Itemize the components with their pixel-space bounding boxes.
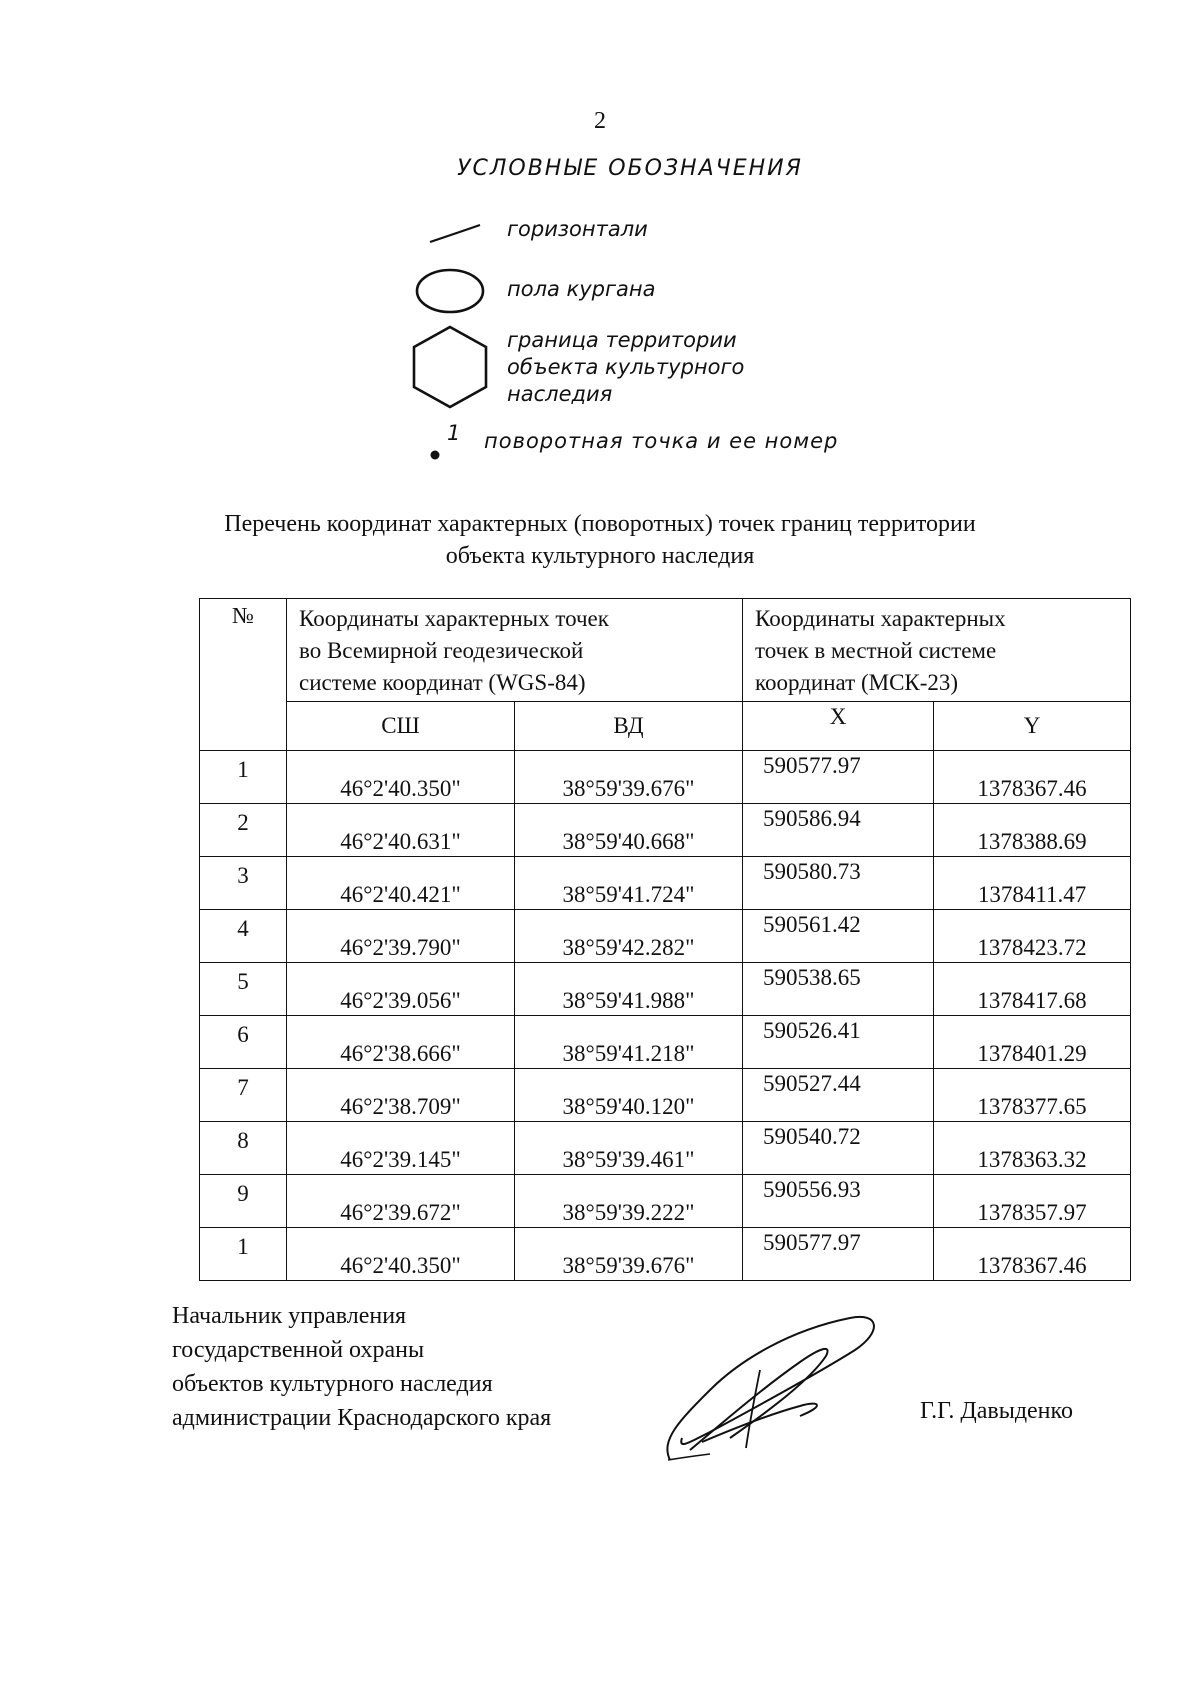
table-row [200, 1122, 1131, 1175]
cell-lat: 46°2'38.666" [287, 1016, 515, 1069]
table-row [200, 1228, 1131, 1281]
cell-num: 3 [200, 857, 287, 910]
signer-position [172, 1299, 551, 1435]
header-wgs-group: Координаты характерных точек во Всемирной геодезической системе координат (WGS-84) [287, 599, 743, 702]
cell-num: 9 [200, 1175, 287, 1228]
cell-lat: 46°2'39.056" [287, 963, 515, 1016]
turning-point-icon [428, 448, 442, 462]
cell-lon: 38°59'40.120" [515, 1069, 743, 1122]
cell-y: 1378401.29 [934, 1016, 1131, 1069]
cell-y: 1378363.32 [934, 1122, 1131, 1175]
contour-line-icon [428, 222, 482, 246]
turning-point-number: 1 [447, 421, 461, 445]
cell-num: 7 [200, 1069, 287, 1122]
coordinates-heading-line1: Перечень координат характерных (поворотных) точек границ территории [224, 511, 976, 537]
legend-label-ellipse: пола кургана [507, 277, 656, 301]
legend-label-contour: горизонтали [507, 217, 648, 241]
cell-x: 590586.94 [743, 804, 934, 857]
table-row [200, 1069, 1131, 1122]
cell-lon: 38°59'39.676" [515, 751, 743, 804]
legend-label-hexagon: граница территории объекта культурного наследия [507, 328, 745, 406]
cell-lon: 38°59'39.461" [515, 1122, 743, 1175]
cell-num: 1 [200, 1228, 287, 1281]
cell-lon: 38°59'39.222" [515, 1175, 743, 1228]
cell-lat: 46°2'39.145" [287, 1122, 515, 1175]
cell-lat: 46°2'40.350" [287, 751, 515, 804]
cell-y: 1378377.65 [934, 1069, 1131, 1122]
page-number: 2 [594, 108, 606, 134]
table-row [200, 1175, 1131, 1228]
header-x: X [743, 702, 934, 751]
cell-y: 1378423.72 [934, 910, 1131, 963]
table-row [200, 751, 1131, 804]
cell-x: 590580.73 [743, 857, 934, 910]
ellipse-icon [414, 266, 486, 316]
cell-num: 6 [200, 1016, 287, 1069]
cell-num: 2 [200, 804, 287, 857]
cell-lon: 38°59'41.218" [515, 1016, 743, 1069]
signer-position-line: администрации Краснодарского края [172, 1405, 552, 1431]
cell-x: 590540.72 [743, 1122, 934, 1175]
header-num: № [200, 599, 287, 751]
signer-position-line: объектов культурного наследия [172, 1371, 493, 1397]
cell-lat: 46°2'39.672" [287, 1175, 515, 1228]
coordinates-table [199, 598, 1131, 1281]
cell-lon: 38°59'40.668" [515, 804, 743, 857]
cell-lat: 46°2'39.790" [287, 910, 515, 963]
header-y: Y [934, 702, 1131, 751]
cell-lon: 38°59'41.724" [515, 857, 743, 910]
cell-lat: 46°2'38.709" [287, 1069, 515, 1122]
cell-y: 1378367.46 [934, 1228, 1131, 1281]
table-row [200, 910, 1131, 963]
cell-lat: 46°2'40.350" [287, 1228, 515, 1281]
cell-y: 1378388.69 [934, 804, 1131, 857]
signer-position-line: Начальник управления [172, 1303, 407, 1329]
cell-num: 1 [200, 751, 287, 804]
cell-num: 4 [200, 910, 287, 963]
cell-x: 590577.97 [743, 751, 934, 804]
header-lat: СШ [287, 702, 515, 751]
cell-lon: 38°59'39.676" [515, 1228, 743, 1281]
hexagon-icon [410, 324, 490, 410]
table-row [200, 804, 1131, 857]
cell-lon: 38°59'41.988" [515, 963, 743, 1016]
cell-y: 1378411.47 [934, 857, 1131, 910]
cell-y: 1378357.97 [934, 1175, 1131, 1228]
cell-lat: 46°2'40.631" [287, 804, 515, 857]
legend-label-turning-point: поворотная точка и ее номер [484, 429, 839, 453]
table-row [200, 1016, 1131, 1069]
header-msk-group: Координаты характерных точек в местной системе координат (МСК-23) [743, 599, 1131, 702]
signer-name: Г.Г. Давыденко [920, 1398, 1073, 1424]
cell-num: 8 [200, 1122, 287, 1175]
cell-x: 590538.65 [743, 963, 934, 1016]
cell-lon: 38°59'42.282" [515, 910, 743, 963]
coordinates-heading-line2: объекта культурного наследия [445, 543, 755, 569]
cell-x: 590561.42 [743, 910, 934, 963]
coordinates-heading [0, 508, 1200, 572]
handwritten-signature [650, 1310, 890, 1470]
table-row [200, 963, 1131, 1016]
header-lon: ВД [515, 702, 743, 751]
cell-x: 590556.93 [743, 1175, 934, 1228]
cell-lat: 46°2'40.421" [287, 857, 515, 910]
cell-y: 1378417.68 [934, 963, 1131, 1016]
cell-x: 590526.41 [743, 1016, 934, 1069]
legend-title: УСЛОВНЫЕ ОБОЗНАЧЕНИЯ [457, 156, 803, 181]
signer-position-line: государственной охраны [172, 1337, 425, 1363]
cell-x: 590527.44 [743, 1069, 934, 1122]
cell-x: 590577.97 [743, 1228, 934, 1281]
cell-num: 5 [200, 963, 287, 1016]
table-row [200, 857, 1131, 910]
cell-y: 1378367.46 [934, 751, 1131, 804]
